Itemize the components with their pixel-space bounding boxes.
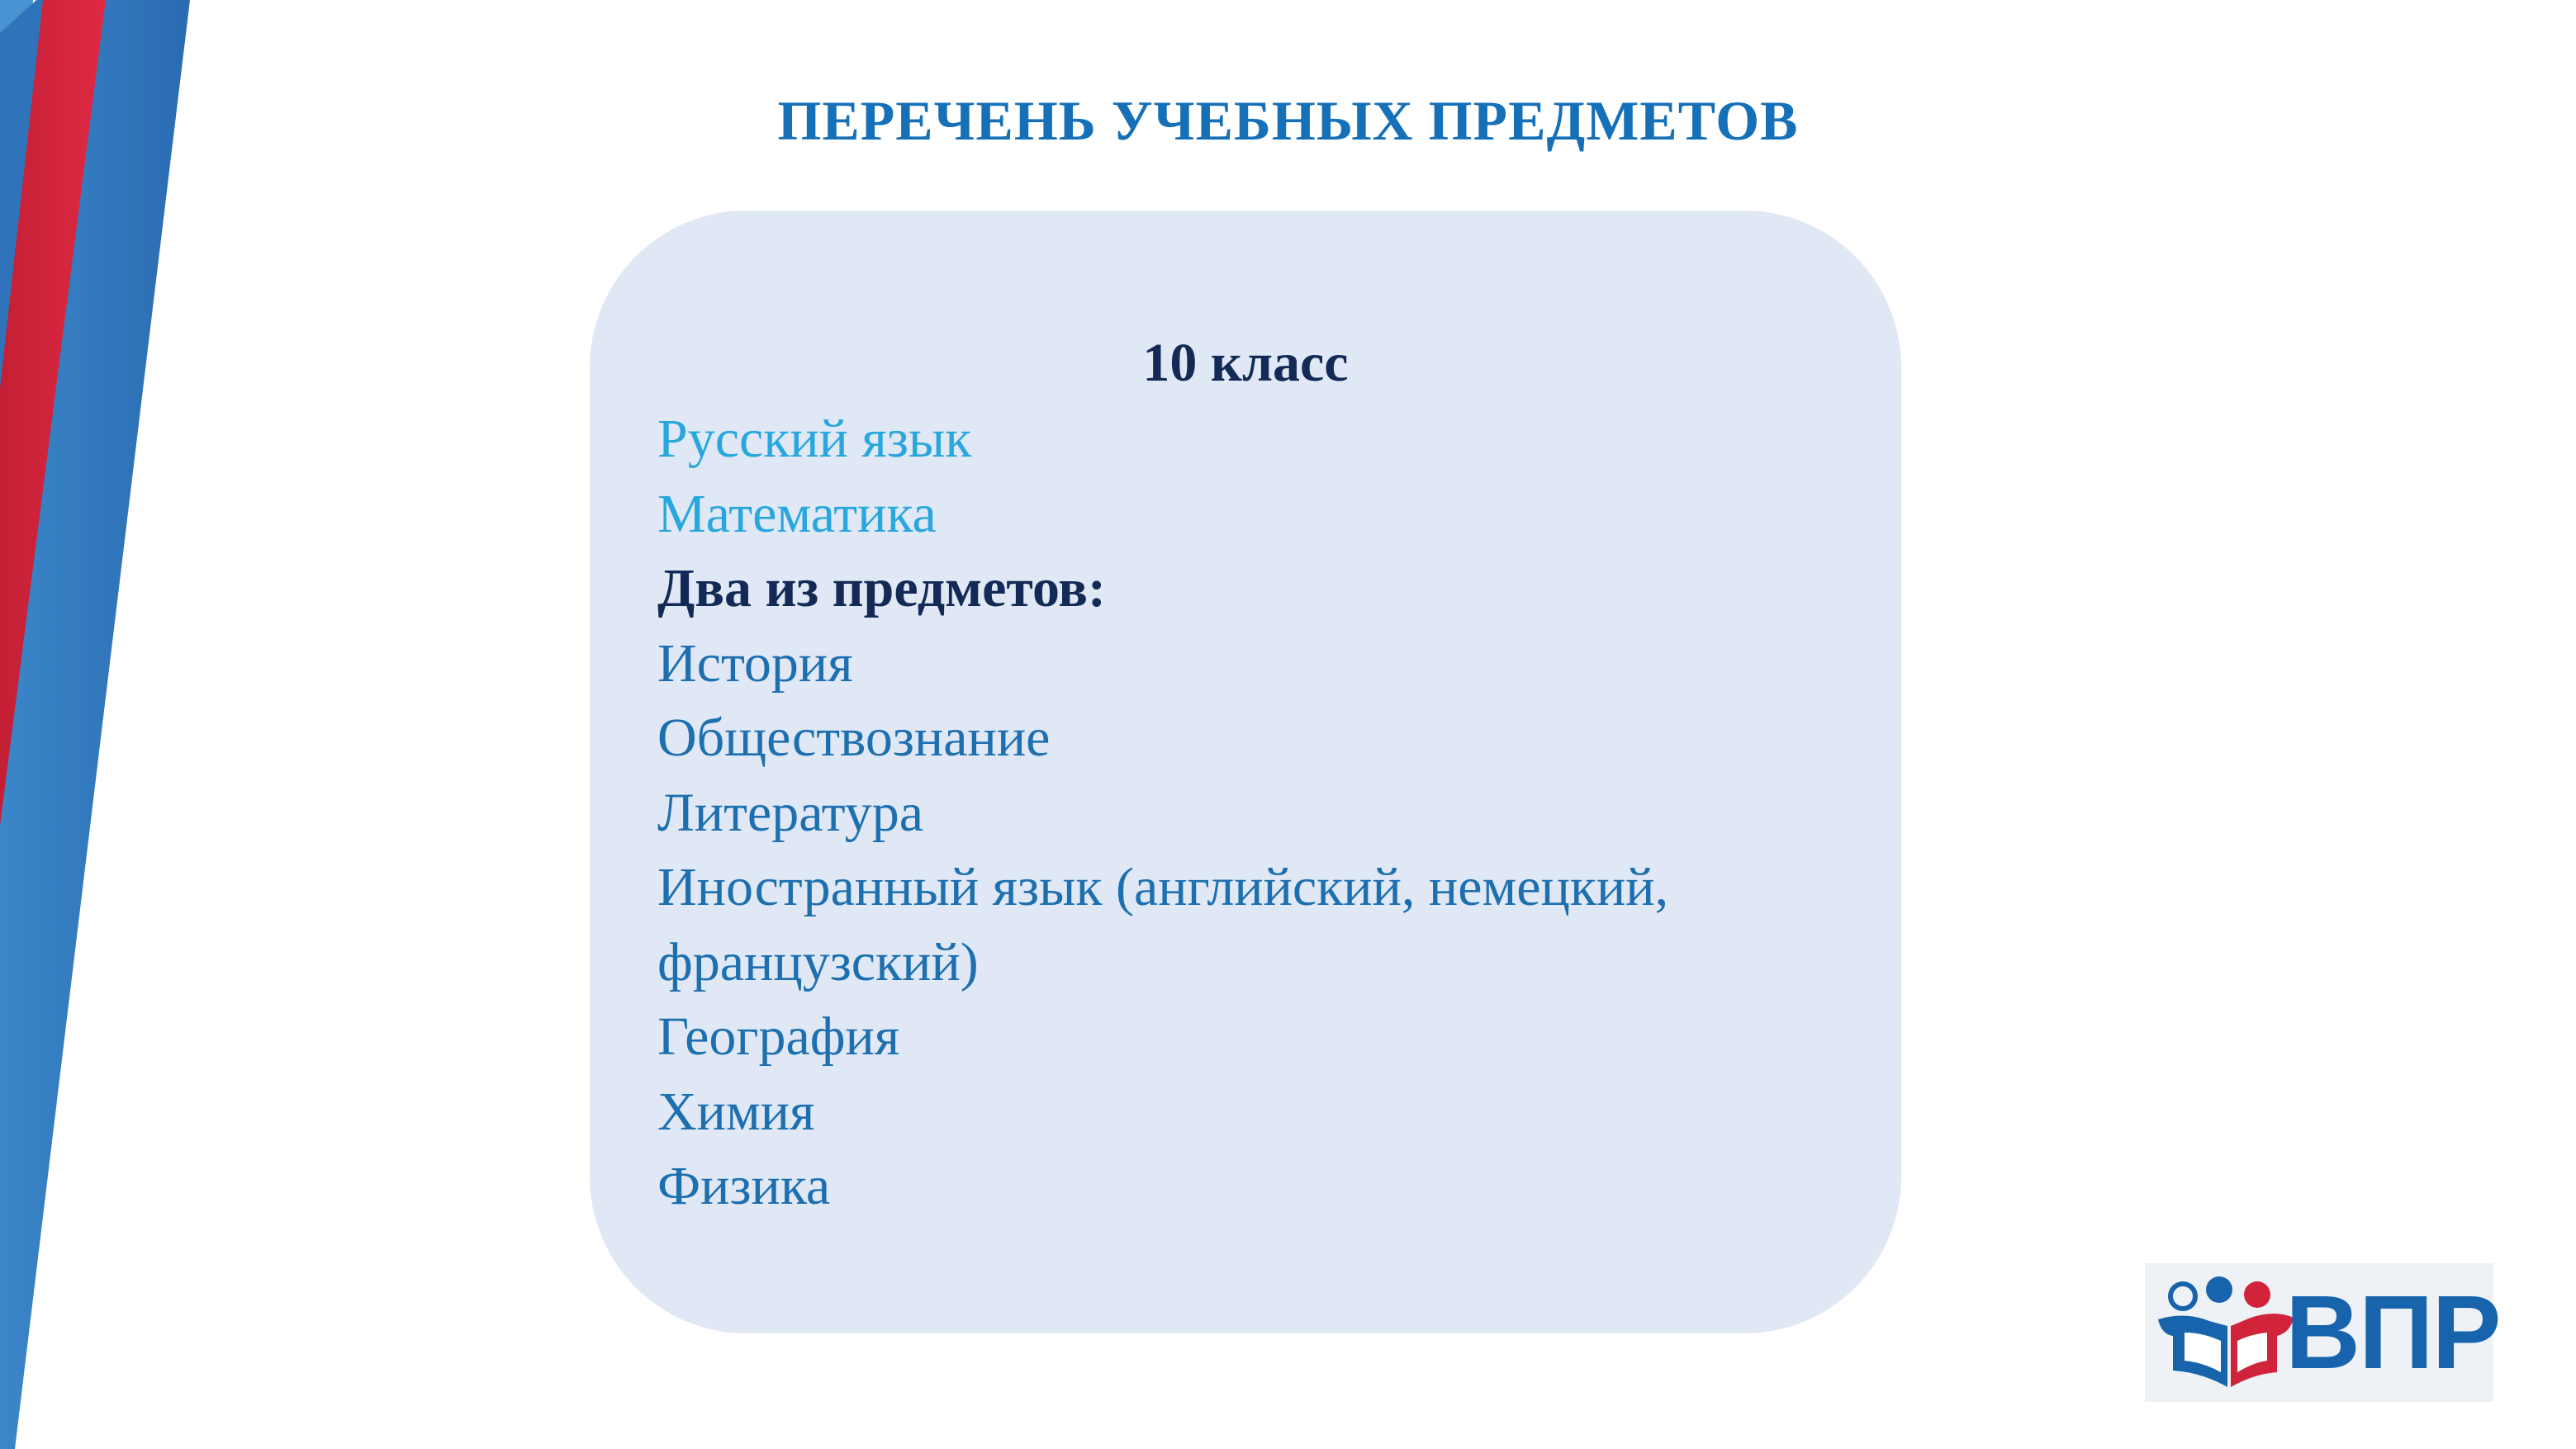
page-title: ПЕРЕЧЕНЬ УЧЕБНЫХ ПРЕДМЕТОВ: [777, 89, 1799, 152]
subject-literature: Литература: [657, 782, 924, 843]
subject-geography: География: [657, 1006, 900, 1067]
subject-math: Математика: [657, 483, 937, 544]
vpr-logo: [2145, 1263, 2500, 1402]
decorative-stripes: [0, 0, 198, 1449]
subject-chemistry: Химия: [657, 1081, 815, 1142]
subject-foreign-language: Иностранный язык (английский, немецкий,: [657, 857, 1669, 917]
people-book-icon: [2151, 1271, 2300, 1395]
subject-physics: Физика: [657, 1156, 831, 1216]
subject-russian: Русский язык: [657, 409, 972, 469]
subject-history: История: [657, 632, 853, 694]
subject-foreign-language-cont: французский): [657, 931, 979, 992]
grade-heading: 10 класс: [1142, 333, 1349, 393]
logo-text: ВПР: [2285, 1274, 2500, 1390]
subjects-list: [657, 402, 1880, 1224]
subject-social-studies: Обществознание: [657, 708, 1051, 768]
subjects-panel: [590, 211, 1901, 1333]
choice-heading: Два из предметов:: [657, 558, 1106, 618]
